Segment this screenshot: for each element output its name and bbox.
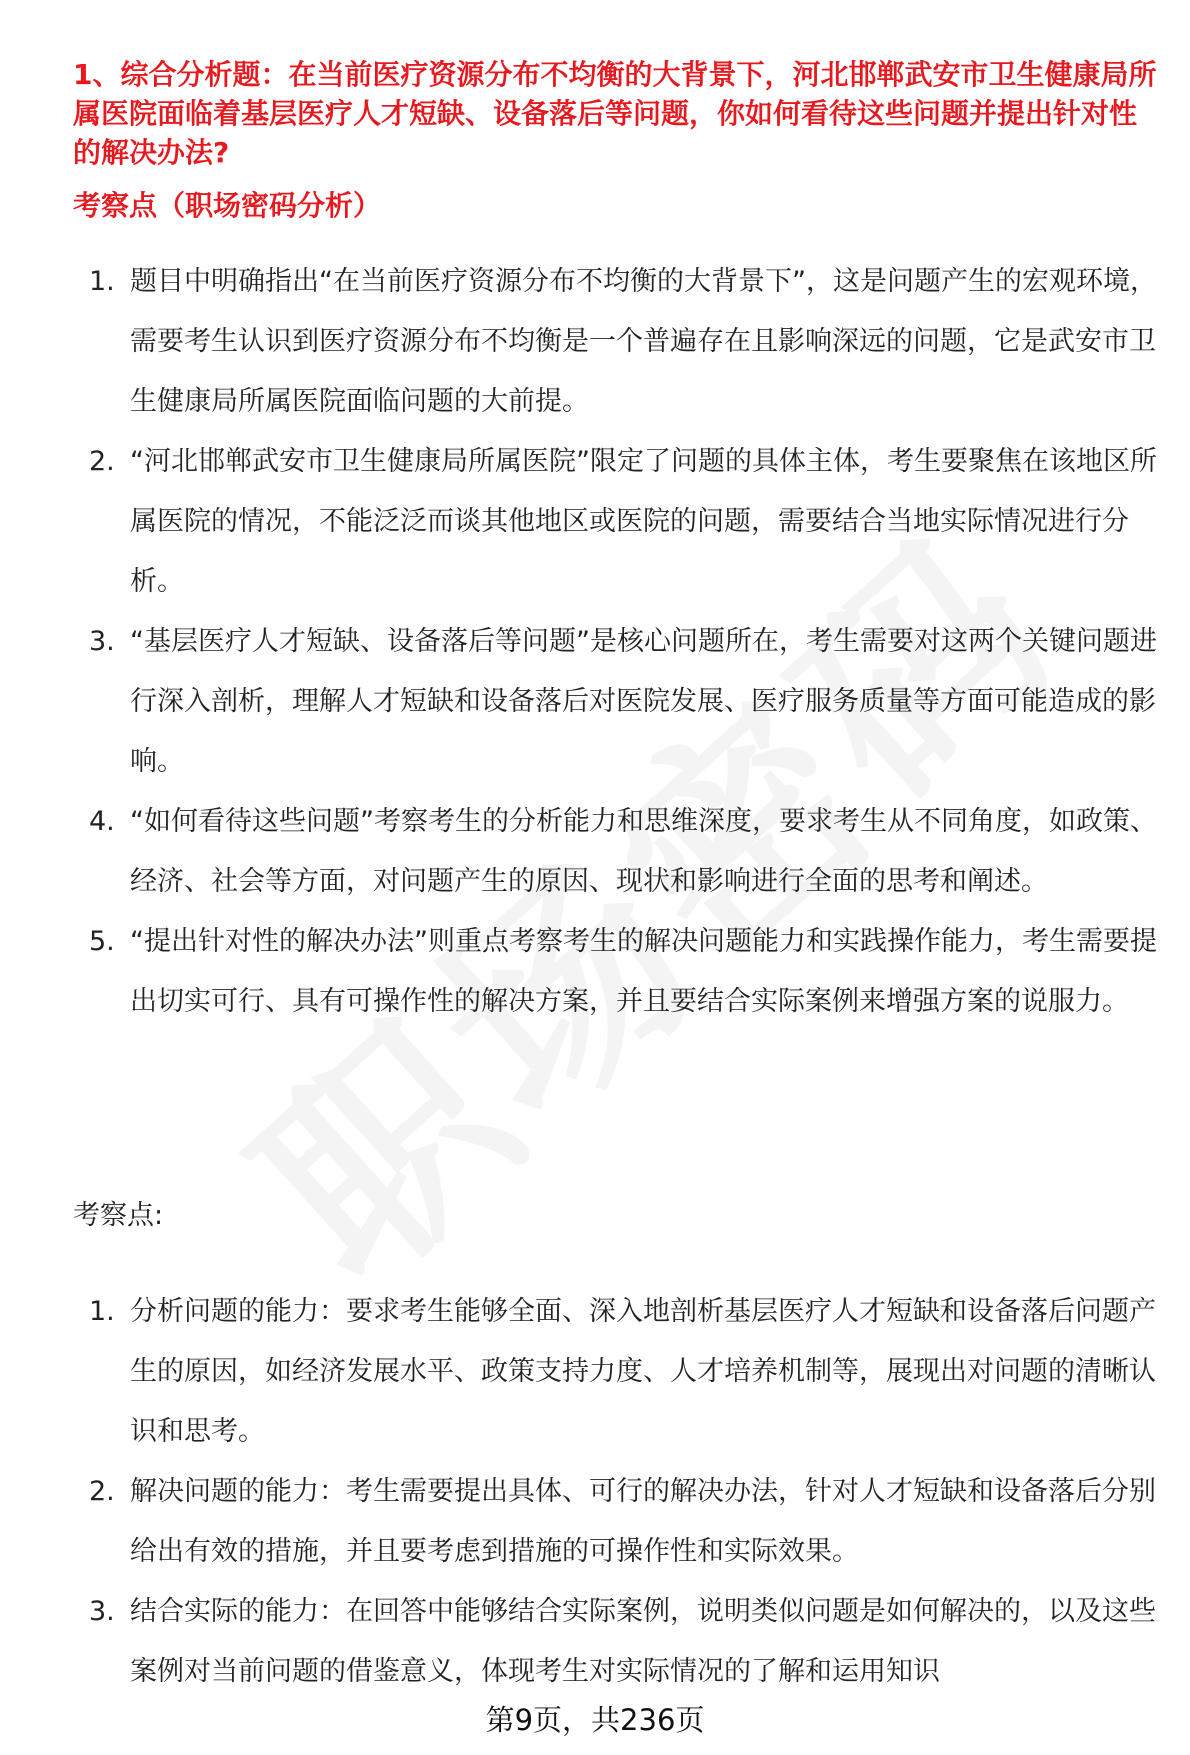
question-heading: 1、综合分析题：在当前医疗资源分布不均衡的大背景下，河北邯郸武安市卫生健康局所属医院面临着基层医疗人才短缺、设备落后等问题，你如何看待这些问题并提出针对性的解决办法? [73,58,1157,169]
section-title-exam-points: 考察点: [73,1200,164,1231]
list-item-text: “基层医疗人才短缺、设备落后等问题”是核心问题所在，考生需要对这两个关键问题进行深入剖析，理解人才短缺和设备落后对医院发展、医疗服务质量等方面可能造成的影响。 [130,626,1157,777]
list-item-text: 结合实际的能力：在回答中能够结合实际案例，说明类似问题是如何解决的，以及这些案例对当前问题的借鉴意义，体现考生对实际情况的了解和运用知识 [130,1596,1156,1687]
list-item-text: 解决问题的能力：考生需要提出具体、可行的解决办法，针对人才短缺和设备落后分别给出有效的措施，并且要考虑到措施的可操作性和实际效果。 [130,1476,1156,1567]
list-item-text: “河北邯郸武安市卫生健康局所属医院”限定了问题的具体主体，考生要聚焦在该地区所属医院的情况，不能泛泛而谈其他地区或医院的问题，需要结合当地实际情况进行分析。 [130,446,1157,597]
section-title-analysis: 考察点（职场密码分析） [73,189,382,222]
list-item: 1. 题目中明确指出“在当前医疗资源分布不均衡的大背景下”，这是问题产生的宏观环境，需要考生认识到医疗资源分布不均衡是一个普遍存在且影响深远的问题，它是武安市卫生健康局所属医院面临问题的大前提。 [89,266,1157,417]
page-footer: 第9页，共236页 [485,1703,705,1737]
list-item: 2. “河北邯郸武安市卫生健康局所属医院”限定了问题的具体主体，考生要聚焦在该地区所属医院的情况，不能泛泛而谈其他地区或医院的问题，需要结合当地实际情况进行分析。 [89,446,1157,597]
list-item-text: “如何看待这些问题”考察考生的分析能力和思维深度，要求考生从不同角度，如政策、经济、社会等方面，对问题产生的原因、现状和影响进行全面的思考和阐述。 [130,806,1157,897]
list-item-text: “提出针对性的解决办法”则重点考察考生的解决问题能力和实践操作能力，考生需要提出切实可行、具有可操作性的解决方案，并且要结合实际案例来增强方案的说服力。 [130,926,1157,1017]
list-item: 3. “基层医疗人才短缺、设备落后等问题”是核心问题所在，考生需要对这两个关键问题进行深入剖析，理解人才短缺和设备落后对医院发展、医疗服务质量等方面可能造成的影响。 [89,626,1157,777]
list-item: 4. “如何看待这些问题”考察考生的分析能力和思维深度，要求考生从不同角度，如政策、经济、社会等方面，对问题产生的原因、现状和影响进行全面的思考和阐述。 [89,806,1157,897]
list-item-text: 题目中明确指出“在当前医疗资源分布不均衡的大背景下”，这是问题产生的宏观环境，需要考生认识到医疗资源分布不均衡是一个普遍存在且影响深远的问题，它是武安市卫生健康局所属医院面临问题的大前提。 [130,266,1157,417]
list-item: 5. “提出针对性的解决办法”则重点考察考生的解决问题能力和实践操作能力，考生需要提出切实可行、具有可操作性的解决方案，并且要结合实际案例来增强方案的说服力。 [89,926,1157,1017]
list-item: 3. 结合实际的能力：在回答中能够结合实际案例，说明类似问题是如何解决的，以及这些案例对当前问题的借鉴意义，体现考生对实际情况的了解和运用知识 [89,1596,1156,1687]
list-item-text: 分析问题的能力：要求考生能够全面、深入地剖析基层医疗人才短缺和设备落后问题产生的原因，如经济发展水平、政策支持力度、人才培养机制等，展现出对问题的清晰认识和思考。 [130,1296,1156,1447]
list-item: 2. 解决问题的能力：考生需要提出具体、可行的解决办法，针对人才短缺和设备落后分别给出有效的措施，并且要考虑到措施的可操作性和实际效果。 [89,1476,1156,1567]
analysis-list [73,252,1163,1032]
exam-points-list [73,1282,1163,1702]
list-item: 1. 分析问题的能力：要求考生能够全面、深入地剖析基层医疗人才短缺和设备落后问题产生的原因，如经济发展水平、政策支持力度、人才培养机制等，展现出对问题的清晰认识和思考。 [89,1296,1156,1447]
